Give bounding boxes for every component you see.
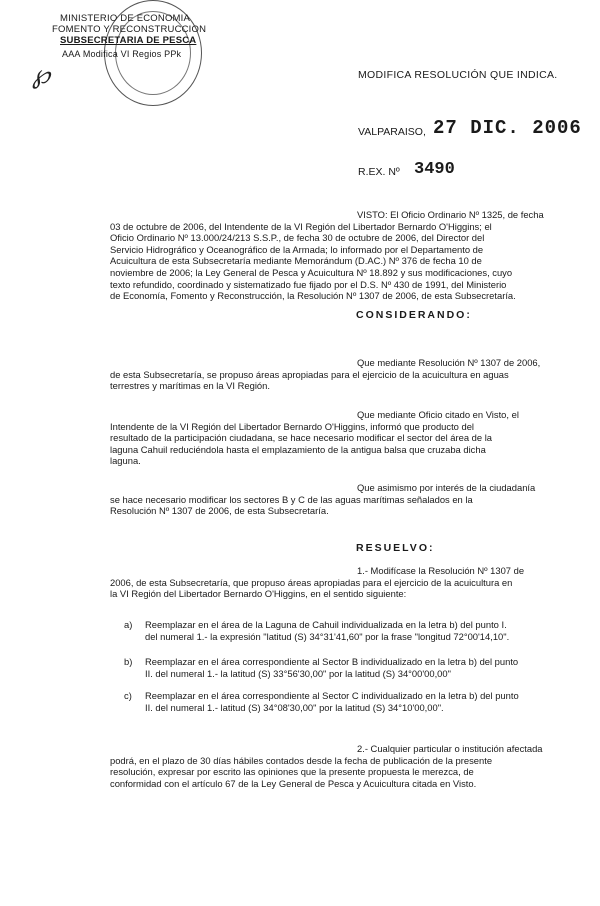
considerando-line: laguna. [110,455,141,467]
resuelvo-line: la VI Región del Libertador Bernardo O'Higgins, en el sentido siguiente: [110,588,407,600]
document-title: MODIFICA RESOLUCIÓN QUE INDICA. [358,69,558,81]
visto-line: VISTO: El Oficio Ordinario Nº 1325, de fecha [357,209,544,220]
item-b-line: Reemplazar en el área correspondiente al Sector B individualizado en la letra b) del punto [145,656,519,667]
item-b-line: II. del numeral 1.- la latitud (S) 33°56'30,00" por la latitud (S) 34°00'00,00" [145,667,451,679]
considerando-line: Intendente de la VI Región del Libertador Bernardo O'Higgins, informó que producto del [110,420,474,432]
item-a [145,619,570,642]
resuelvo-p2 [110,743,570,789]
resuelvo-line: 2.- Cualquier particular o institución afectada [357,743,543,754]
header-ministry: MINISTERIO DE ECONOMIA [60,13,191,24]
considerando-line: Que mediante Oficio citado en Visto, el [357,409,519,420]
item-letter-a: a) [124,619,133,630]
resuelvo-p1 [110,565,570,600]
visto-paragraph [110,209,570,302]
considerando-line: Que asimismo por interés de la ciudadanía [357,482,536,493]
resuelvo-line: podrá, en el plazo de 30 días hábiles contados desde la fecha de publicación de la presente [110,754,493,766]
visto-line: Servicio Hidrográfico y Oceanográfico de la Armada; lo informado por el Departamento de [110,243,484,255]
rex-number: 3490 [414,160,455,179]
considerando-line: resultado de la participación ciudadana, se hace necesario modificar el sector del área de la [110,432,492,444]
considerando-p1 [110,357,570,392]
considerando-p3 [110,482,570,517]
visto-line: Oficio Ordinario Nº 13.000/24/213 S.S.P., de fecha 30 de octubre de 2006, del Director del [110,232,485,244]
considerando-line: Resolución Nº 1307 de 2006, de esta Subsecretaría. [110,505,329,517]
considerando-heading: CONSIDERANDO: [356,309,472,321]
resuelvo-line: 2006, de esta Subsecretaría, que propuso áreas apropiadas para el ejercicio de la acuicultura en [110,576,513,588]
visto-line: texto refundido, coordinado y sistematizado fue fijado por el D.S. Nº 430 de 1991, del Ministerio [110,278,507,290]
header-subsecretaria: SUBSECRETARIA DE PESCA [60,35,197,46]
rex-label: R.EX. Nº [358,166,400,178]
item-b [145,656,570,679]
resuelvo-line: conformidad con el artículo 67 de la Ley General de Pesca y Acuicultura citada en Visto. [110,777,477,789]
visto-line: 03 de octubre de 2006, del Intendente de la VI Región del Libertador Bernardo O'Higgins; el [110,220,492,232]
visto-line: de Economía, Fomento y Reconstrucción, la Resolución Nº 1307 de 2006, de esta Subsecretaría. [110,290,516,302]
resuelvo-line: 1.- Modifícase la Resolución Nº 1307 de [357,565,525,576]
item-letter-c: c) [124,690,132,701]
header-reference: AAA Modifica VI Regios PPk [62,49,182,59]
item-a-line: del numeral 1.- la expresión "latitud (S) 34°31'41,60" por la frase "longitud 72°00'14,10". [145,630,510,642]
item-c-line: II. del numeral 1.- latitud (S) 34°08'30,00" por la latitud (S) 34°10'00,00". [145,701,444,713]
item-c-line: Reemplazar en el área correspondiente al Sector C individualizado en la letra b) del punto [145,690,519,701]
header-ministry-2: FOMENTO Y RECONSTRUCCION [52,24,207,35]
date-stamp: 27 DIC. 2006 [433,117,582,139]
handwritten-initial: ℘ [32,60,51,90]
considerando-p2 [110,409,570,467]
considerando-line: Que mediante Resolución Nº 1307 de 2006, [357,357,541,368]
resuelvo-heading: RESUELVO: [356,542,435,554]
considerando-line: se hace necesario modificar los sectores B y C de las aguas marítimas señalados en la [110,493,473,505]
visto-line: noviembre de 2006; la Ley General de Pesca y Acuicultura Nº 18.892 y sus modificaciones, cuyo [110,266,513,278]
item-a-line: Reemplazar en el área de la Laguna de Cahuil individualizada en la letra b) del punto I. [145,619,507,630]
visto-line: Acuicultura de esta Subsecretaría mediante Memorándum (D.AC.) Nº 376 de fecha 10 de [110,255,482,267]
considerando-line: laguna Cahuil reduciéndola hasta el emplazamiento de la antigua balsa que cruzaba dicha [110,443,486,455]
item-c [145,690,570,713]
considerando-line: de esta Subsecretaría, se propuso áreas apropiadas para el ejercicio de la acuicultura en aguas [110,368,509,380]
item-letter-b: b) [124,656,133,667]
resuelvo-line: resolución, expresar por escrito las opiniones que la presente propuesta le merezca, de [110,766,474,778]
considerando-line: terrestres y marítimas en la VI Región. [110,380,270,392]
date-city: VALPARAISO, [358,126,426,138]
